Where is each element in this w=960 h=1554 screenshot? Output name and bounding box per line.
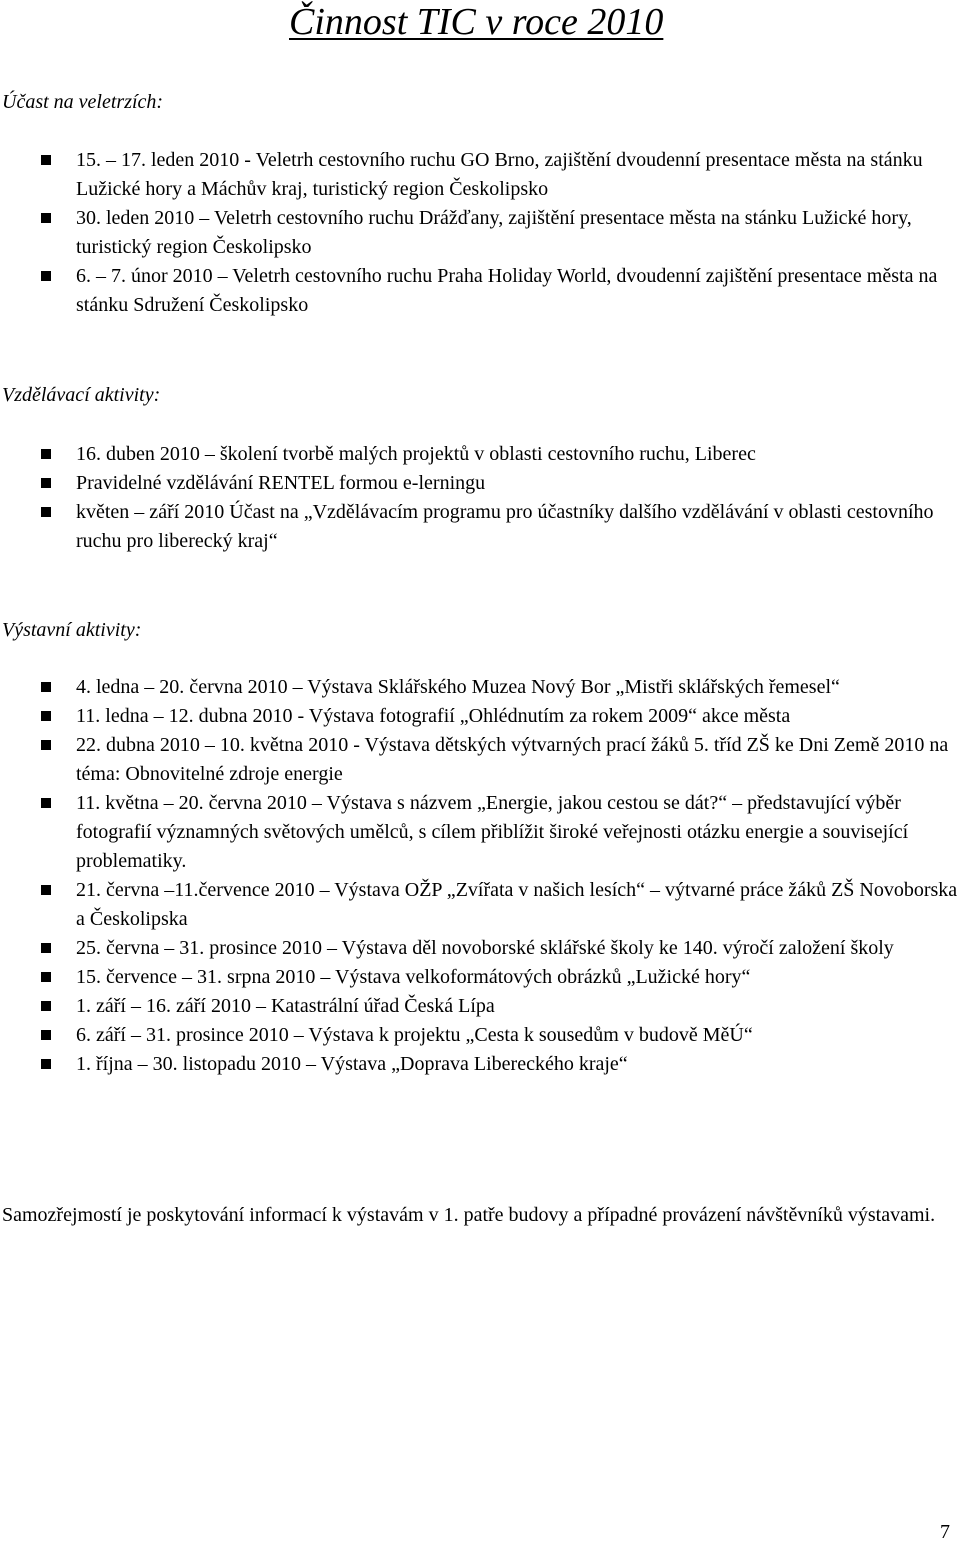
list-item (0, 963, 958, 992)
square-bullet-icon (41, 972, 51, 982)
list-item (0, 440, 958, 469)
page-title: Činnost TIC v roce 2010 (289, 1, 664, 43)
list-item (0, 992, 958, 1021)
square-bullet-icon (41, 1001, 51, 1011)
square-bullet-icon (41, 155, 51, 165)
exhibitions-list (0, 673, 958, 1079)
square-bullet-icon (41, 1030, 51, 1040)
list-item-text: 22. dubna 2010 – 10. května 2010 - Výstava dětských výtvarných prací žáků 5. tříd ZŠ ke Dni Země 2010 na téma: Obnovitelné zdroje energie (76, 734, 949, 785)
list-item-text: 15. – 17. leden 2010 - Veletrh cestovního ruchu GO Brno, zajištění dvoudenní presentace města na stánku Lužické hory a Máchův kraj, turistický region Českolipsko (76, 149, 923, 200)
list-item-text: Pravidelné vzdělávání RENTEL formou e-lerningu (76, 472, 486, 494)
square-bullet-icon (41, 682, 51, 692)
square-bullet-icon (41, 271, 51, 281)
list-item (0, 1050, 958, 1079)
closing-paragraph: Samozřejmostí je poskytování informací k výstavám v 1. patře budovy a případné provázení návštěvníků výstavami. (2, 1204, 936, 1226)
list-item (0, 498, 958, 556)
square-bullet-icon (41, 798, 51, 808)
list-item (0, 731, 958, 789)
list-item-text: 21. června –11.července 2010 – Výstava OŽP „Zvířata v našich lesích“ – výtvarné práce žáků ZŠ Novoborska a Českolipska (76, 879, 958, 930)
list-item-text: 4. ledna – 20. června 2010 – Výstava Sklářského Muzea Nový Bor „Mistři sklářských řemesel“ (76, 676, 840, 698)
square-bullet-icon (41, 449, 51, 459)
list-item (0, 262, 958, 320)
page-number: 7 (940, 1521, 950, 1543)
section-heading-education: Vzdělávací aktivity: (2, 384, 161, 406)
list-item-text: 30. leden 2010 – Veletrh cestovního ruchu Drážďany, zajištění presentace města na stánku Lužické hory, turistický region Českolipsko (76, 207, 912, 258)
section-heading-trade-fairs: Účast na veletrzích: (2, 91, 164, 113)
list-item (0, 469, 958, 498)
list-item-text: 6. září – 31. prosince 2010 – Výstava k projektu „Cesta k sousedům v budově MěÚ“ (76, 1024, 753, 1046)
list-item-text: 11. května – 20. června 2010 – Výstava s názvem „Energie, jakou cestou se dát?“ – představující výběr fotografií významných světových umělců, s cílem přiblížit široké veřejnosti otázku energie a související problematiky. (76, 792, 909, 872)
square-bullet-icon (41, 213, 51, 223)
list-item (0, 204, 958, 262)
square-bullet-icon (41, 943, 51, 953)
list-item-text: 1. září – 16. září 2010 – Katastrální úřad Česká Lípa (76, 995, 495, 1017)
education-list (0, 440, 958, 556)
square-bullet-icon (41, 507, 51, 517)
list-item-text: 15. července – 31. srpna 2010 – Výstava velkoformátových obrázků „Lužické hory“ (76, 966, 751, 988)
list-item-text: 6. – 7. únor 2010 – Veletrh cestovního ruchu Praha Holiday World, dvoudenní zajištění presentace města na stánku Sdružení Českolipsko (76, 265, 938, 316)
list-item-text: 25. června – 31. prosince 2010 – Výstava děl novoborské sklářské školy ke 140. výročí založení školy (76, 937, 894, 959)
trade-fairs-list (0, 146, 958, 320)
list-item (0, 789, 958, 876)
list-item-text: květen – září 2010 Účast na „Vzdělávacím programu pro účastníky dalšího vzdělávání v oblasti cestovního ruchu pro liberecký kraj“ (76, 501, 934, 552)
square-bullet-icon (41, 1059, 51, 1069)
list-item (0, 146, 958, 204)
list-item-text: 16. duben 2010 – školení tvorbě malých projektů v oblasti cestovního ruchu, Liberec (76, 443, 756, 465)
section-heading-exhibitions: Výstavní aktivity: (2, 619, 142, 641)
list-item (0, 673, 958, 702)
list-item-text: 11. ledna – 12. dubna 2010 - Výstava fotografií „Ohlédnutím za rokem 2009“ akce města (76, 705, 791, 727)
square-bullet-icon (41, 740, 51, 750)
square-bullet-icon (41, 711, 51, 721)
list-item (0, 702, 958, 731)
list-item (0, 934, 958, 963)
list-item (0, 876, 958, 934)
square-bullet-icon (41, 885, 51, 895)
list-item-text: 1. října – 30. listopadu 2010 – Výstava „Doprava Libereckého kraje“ (76, 1053, 628, 1075)
square-bullet-icon (41, 478, 51, 488)
list-item (0, 1021, 958, 1050)
